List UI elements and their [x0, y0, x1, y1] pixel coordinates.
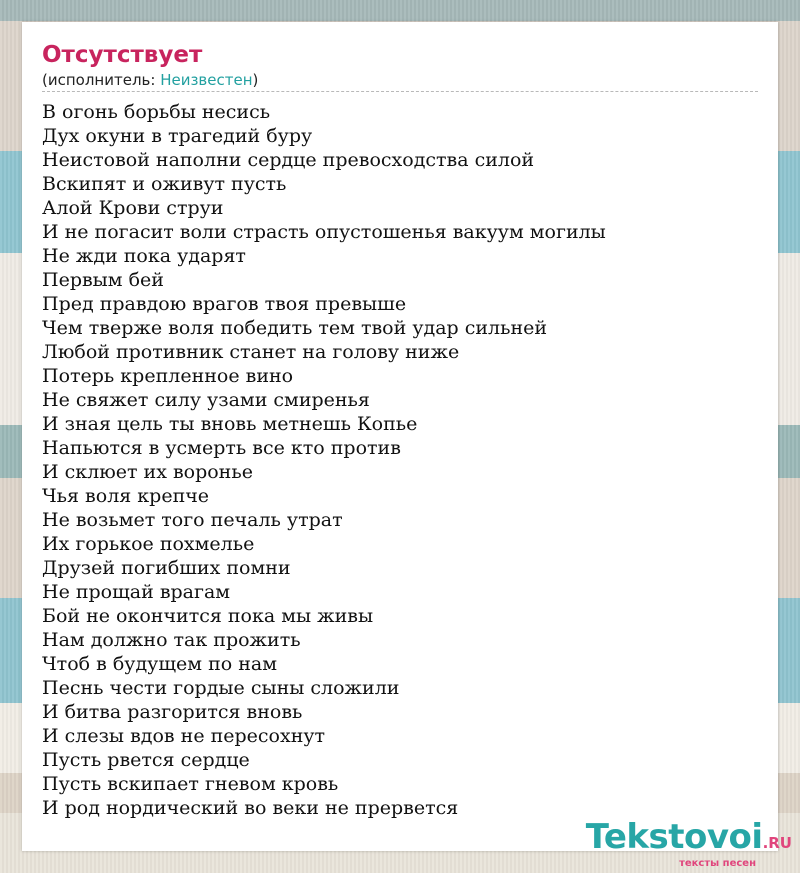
lyrics-card [22, 22, 778, 851]
lyric-line: Алой Крови струи [42, 197, 224, 219]
lyric-line: Пред правдою врагов твоя превыше [42, 293, 407, 315]
lyric-line: Бой не окончится пока мы живы [42, 605, 374, 627]
lyric-line: И битва разгорится вновь [42, 701, 303, 723]
lyric-line: И склюет их воронье [42, 461, 253, 483]
site-logo[interactable] [585, 817, 792, 869]
lyric-line: Не жди пока ударят [42, 245, 246, 267]
lyric-line: Напьются в усмерть все кто против [42, 437, 401, 459]
artist-prefix: (исполнитель: [42, 71, 161, 89]
lyric-line: Песнь чести гордые сыны сложили [42, 677, 400, 699]
lyric-line: Их горькое похмелье [42, 533, 255, 555]
logo-tagline: тексты песен [679, 858, 756, 869]
lyric-line: Пусть вскипает гневом кровь [42, 773, 339, 795]
lyric-line: В огонь борьбы несись [42, 101, 271, 123]
lyric-line: Потерь крепленное вино [42, 365, 294, 387]
song-title: Отсутствует [42, 42, 203, 68]
lyric-line: Не возьмет того печаль утрат [42, 509, 343, 531]
logo-wordmark [585, 817, 792, 860]
artist-line [42, 71, 758, 91]
lyric-line: Первым бей [42, 269, 164, 291]
lyric-line: Не прощай врагам [42, 581, 231, 603]
lyric-line: И слезы вдов не пересохнут [42, 725, 326, 747]
lyric-line: Друзей погибших помни [42, 557, 291, 579]
lyric-line: И род нордический во веки не прервется [42, 797, 459, 819]
artist-link[interactable]: Неизвестен [160, 71, 253, 89]
lyrics-text [42, 100, 758, 820]
artist-suffix: ) [252, 71, 259, 89]
lyric-line: И не погасит воли страсть опустошенья вакуум могилы [42, 221, 606, 243]
lyric-line: Любой противник станет на голову ниже [42, 341, 460, 363]
lyric-line: Нам должно так прожить [42, 629, 301, 651]
lyric-line: Дух окуни в трагедий буру [42, 125, 313, 147]
lyric-line: Чем тверже воля победить тем твой удар сильней [42, 317, 548, 339]
lyric-line: Вскипят и оживут пусть [42, 173, 287, 195]
lyric-line: Пусть рвется сердце [42, 749, 250, 771]
lyric-line: И зная цель ты вновь метнешь Копье [42, 413, 418, 435]
logo-name: Tekstovoi [585, 817, 763, 857]
lyric-line: Не свяжет силу узами смиренья [42, 389, 370, 411]
divider [42, 91, 758, 92]
lyric-line: Чтоб в будущем по нам [42, 653, 277, 675]
logo-tld: .RU [762, 834, 792, 852]
lyric-line: Чья воля крепче [42, 485, 210, 507]
lyric-line: Неистовой наполни сердце превосходства силой [42, 149, 535, 171]
